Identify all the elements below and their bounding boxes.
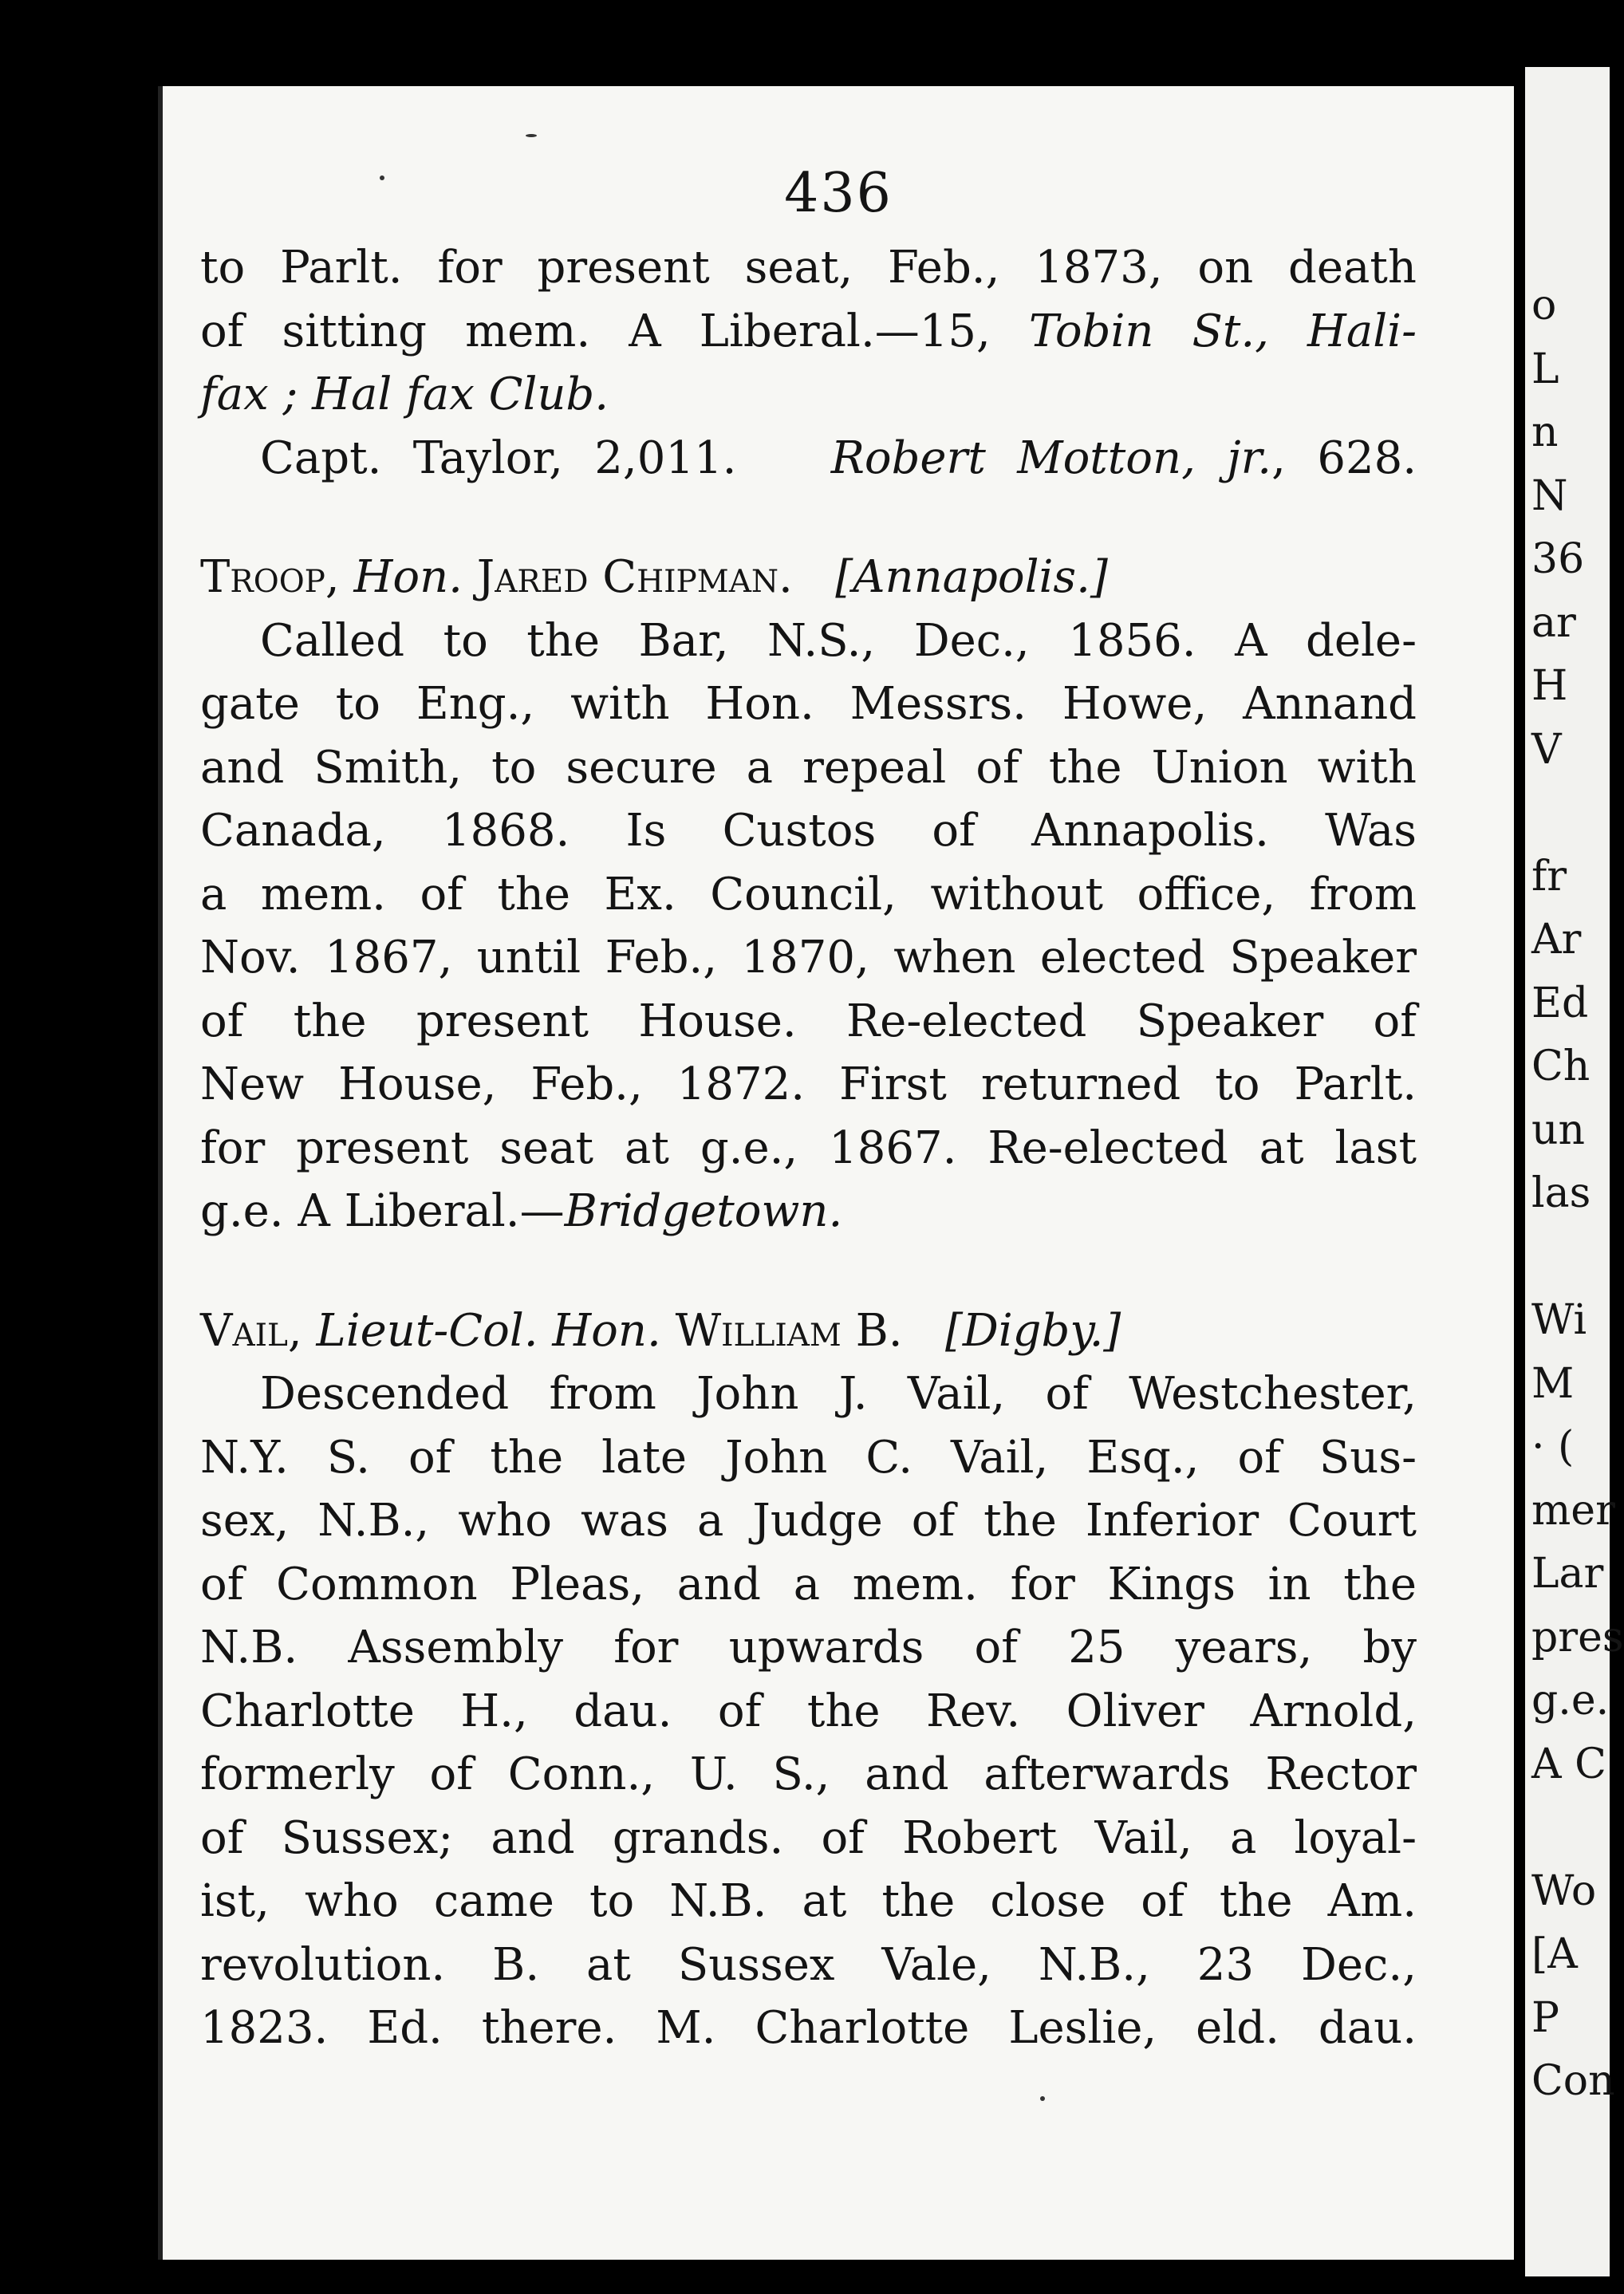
facing-page-fragment: L	[1531, 345, 1559, 393]
entry-line: of the present House. Re-elected Speaker of	[200, 995, 1417, 1047]
entry-line: Descended from John J. Vail, of Westchester,	[260, 1368, 1417, 1420]
entry-line: for present seat at g.e., 1867. Re-elected at last	[200, 1121, 1417, 1174]
entry-line: N.B. Assembly for upwards of 25 years, by	[200, 1622, 1417, 1673]
entry-line: Called to the Bar, N.S., Dec., 1856. A dele-	[260, 614, 1417, 667]
book-page	[158, 86, 1514, 2260]
facing-page-fragment: ar	[1531, 598, 1576, 647]
entry-line: New House, Feb., 1872. First returned to Parlt.	[200, 1058, 1417, 1110]
facing-page-fragment: [A	[1531, 1930, 1578, 1978]
entry-line: sex, N.B., who was a Judge of the Inferior Court	[200, 1495, 1417, 1547]
entry-line: Nov. 1867, until Feb., 1870, when elected Speaker	[200, 932, 1417, 983]
facing-page-fragment: Con	[1531, 2057, 1615, 2105]
entry-district: [Digby.]	[945, 1304, 1121, 1357]
print-speck	[1040, 2096, 1045, 2101]
facing-page-fragment: mer	[1531, 1486, 1615, 1535]
entry-line: of Sussex; and grands. of Robert Vail, a loyal-	[200, 1811, 1417, 1864]
facing-page-fragment: Wi	[1531, 1296, 1587, 1344]
facing-page-fragment: fr	[1531, 852, 1567, 901]
continuation-line-3: fax ; Hal fax Club.	[200, 369, 609, 420]
entry-line: N.Y. S. of the late John C. Vail, Esq., of Sus-	[200, 1431, 1417, 1484]
entry-line: revolution. B. at Sussex Vale, N.B., 23 Dec.,	[200, 1938, 1417, 1991]
facing-page-fragment: M	[1531, 1359, 1575, 1408]
entry-heading-troop	[200, 546, 1417, 609]
facing-page-fragment: pres	[1531, 1613, 1624, 1661]
entry-given-name: Jared Chipman.	[476, 551, 793, 603]
facing-page-fragment: 36	[1531, 535, 1585, 583]
facing-page-fragment	[1525, 1226, 1624, 1290]
facing-page-fragment: H	[1531, 662, 1568, 710]
entry-line: gate to Eng., with Hon. Messrs. Howe, Annand	[200, 678, 1417, 730]
entry-surname: Troop,	[200, 551, 340, 603]
continuation-line-1: to Parlt. for present seat, Feb., 1873, on death	[200, 242, 1417, 294]
text-column	[200, 236, 1417, 2060]
facing-page-fragment: un	[1531, 1106, 1585, 1154]
facing-page-fragment: o	[1531, 282, 1557, 329]
entry-heading-vail	[200, 1299, 1417, 1363]
entry-line: Charlotte H., dau. of the Rev. Oliver Arnold,	[200, 1685, 1417, 1737]
entry-line: a mem. of the Ex. Council, without office, from	[200, 868, 1417, 920]
continuation-line-2: of sitting mem. A Liberal.—15, Tobin St., Hali-	[200, 305, 1417, 357]
facing-page-fragment: · (	[1531, 1423, 1575, 1471]
facing-page-fragment: V	[1531, 725, 1562, 774]
page-number: 436	[784, 162, 893, 225]
print-speck	[526, 134, 537, 137]
print-speck	[380, 175, 384, 180]
entry-district: [Annapolis.]	[835, 551, 1108, 603]
facing-page-fragment	[1525, 782, 1624, 845]
facing-page-fragment: A C	[1531, 1740, 1606, 1788]
facing-page-fragment	[1525, 1796, 1624, 1860]
election-result-line: Capt. Taylor, 2,011. Robert Motton, jr., 628.	[260, 432, 1417, 484]
entry-title: Lieut-Col. Hon.	[316, 1304, 661, 1357]
entry-line: of Common Pleas, and a mem. for Kings in the	[200, 1558, 1417, 1610]
entry-line: ist, who came to N.B. at the close of the Am.	[200, 1875, 1417, 1927]
facing-page-edge	[1525, 67, 1624, 2276]
entry-line-final: g.e. A Liberal.—Bridgetown.	[200, 1185, 843, 1237]
facing-page-fragment: P	[1531, 1993, 1559, 2042]
entry-title: Hon.	[353, 551, 463, 603]
entry-line: and Smith, to secure a repeal of the Union with	[200, 741, 1417, 794]
facing-page-fragment: Ed	[1531, 979, 1589, 1027]
entry-line: 1823. Ed. there. M. Charlotte Leslie, eld. dau.	[200, 2002, 1417, 2054]
entry-line: Canada, 1868. Is Custos of Annapolis. Was	[200, 805, 1417, 857]
entry-line: formerly of Conn., U. S., and afterwards Rector	[200, 1748, 1417, 1800]
facing-page-fragment: N	[1531, 471, 1568, 520]
entry-surname: Vail,	[200, 1304, 302, 1357]
facing-page-fragment: Lar	[1531, 1550, 1604, 1598]
facing-page-fragment: Wo	[1531, 1866, 1597, 1915]
facing-page-fragment: Ar	[1531, 916, 1582, 964]
facing-page-fragment: n	[1531, 408, 1559, 456]
entry-given-name: William B.	[675, 1304, 903, 1357]
facing-page-fragment: g.e.	[1531, 1677, 1610, 1724]
facing-page-fragment: las	[1531, 1169, 1591, 1217]
facing-page-fragment: Ch	[1531, 1043, 1590, 1090]
